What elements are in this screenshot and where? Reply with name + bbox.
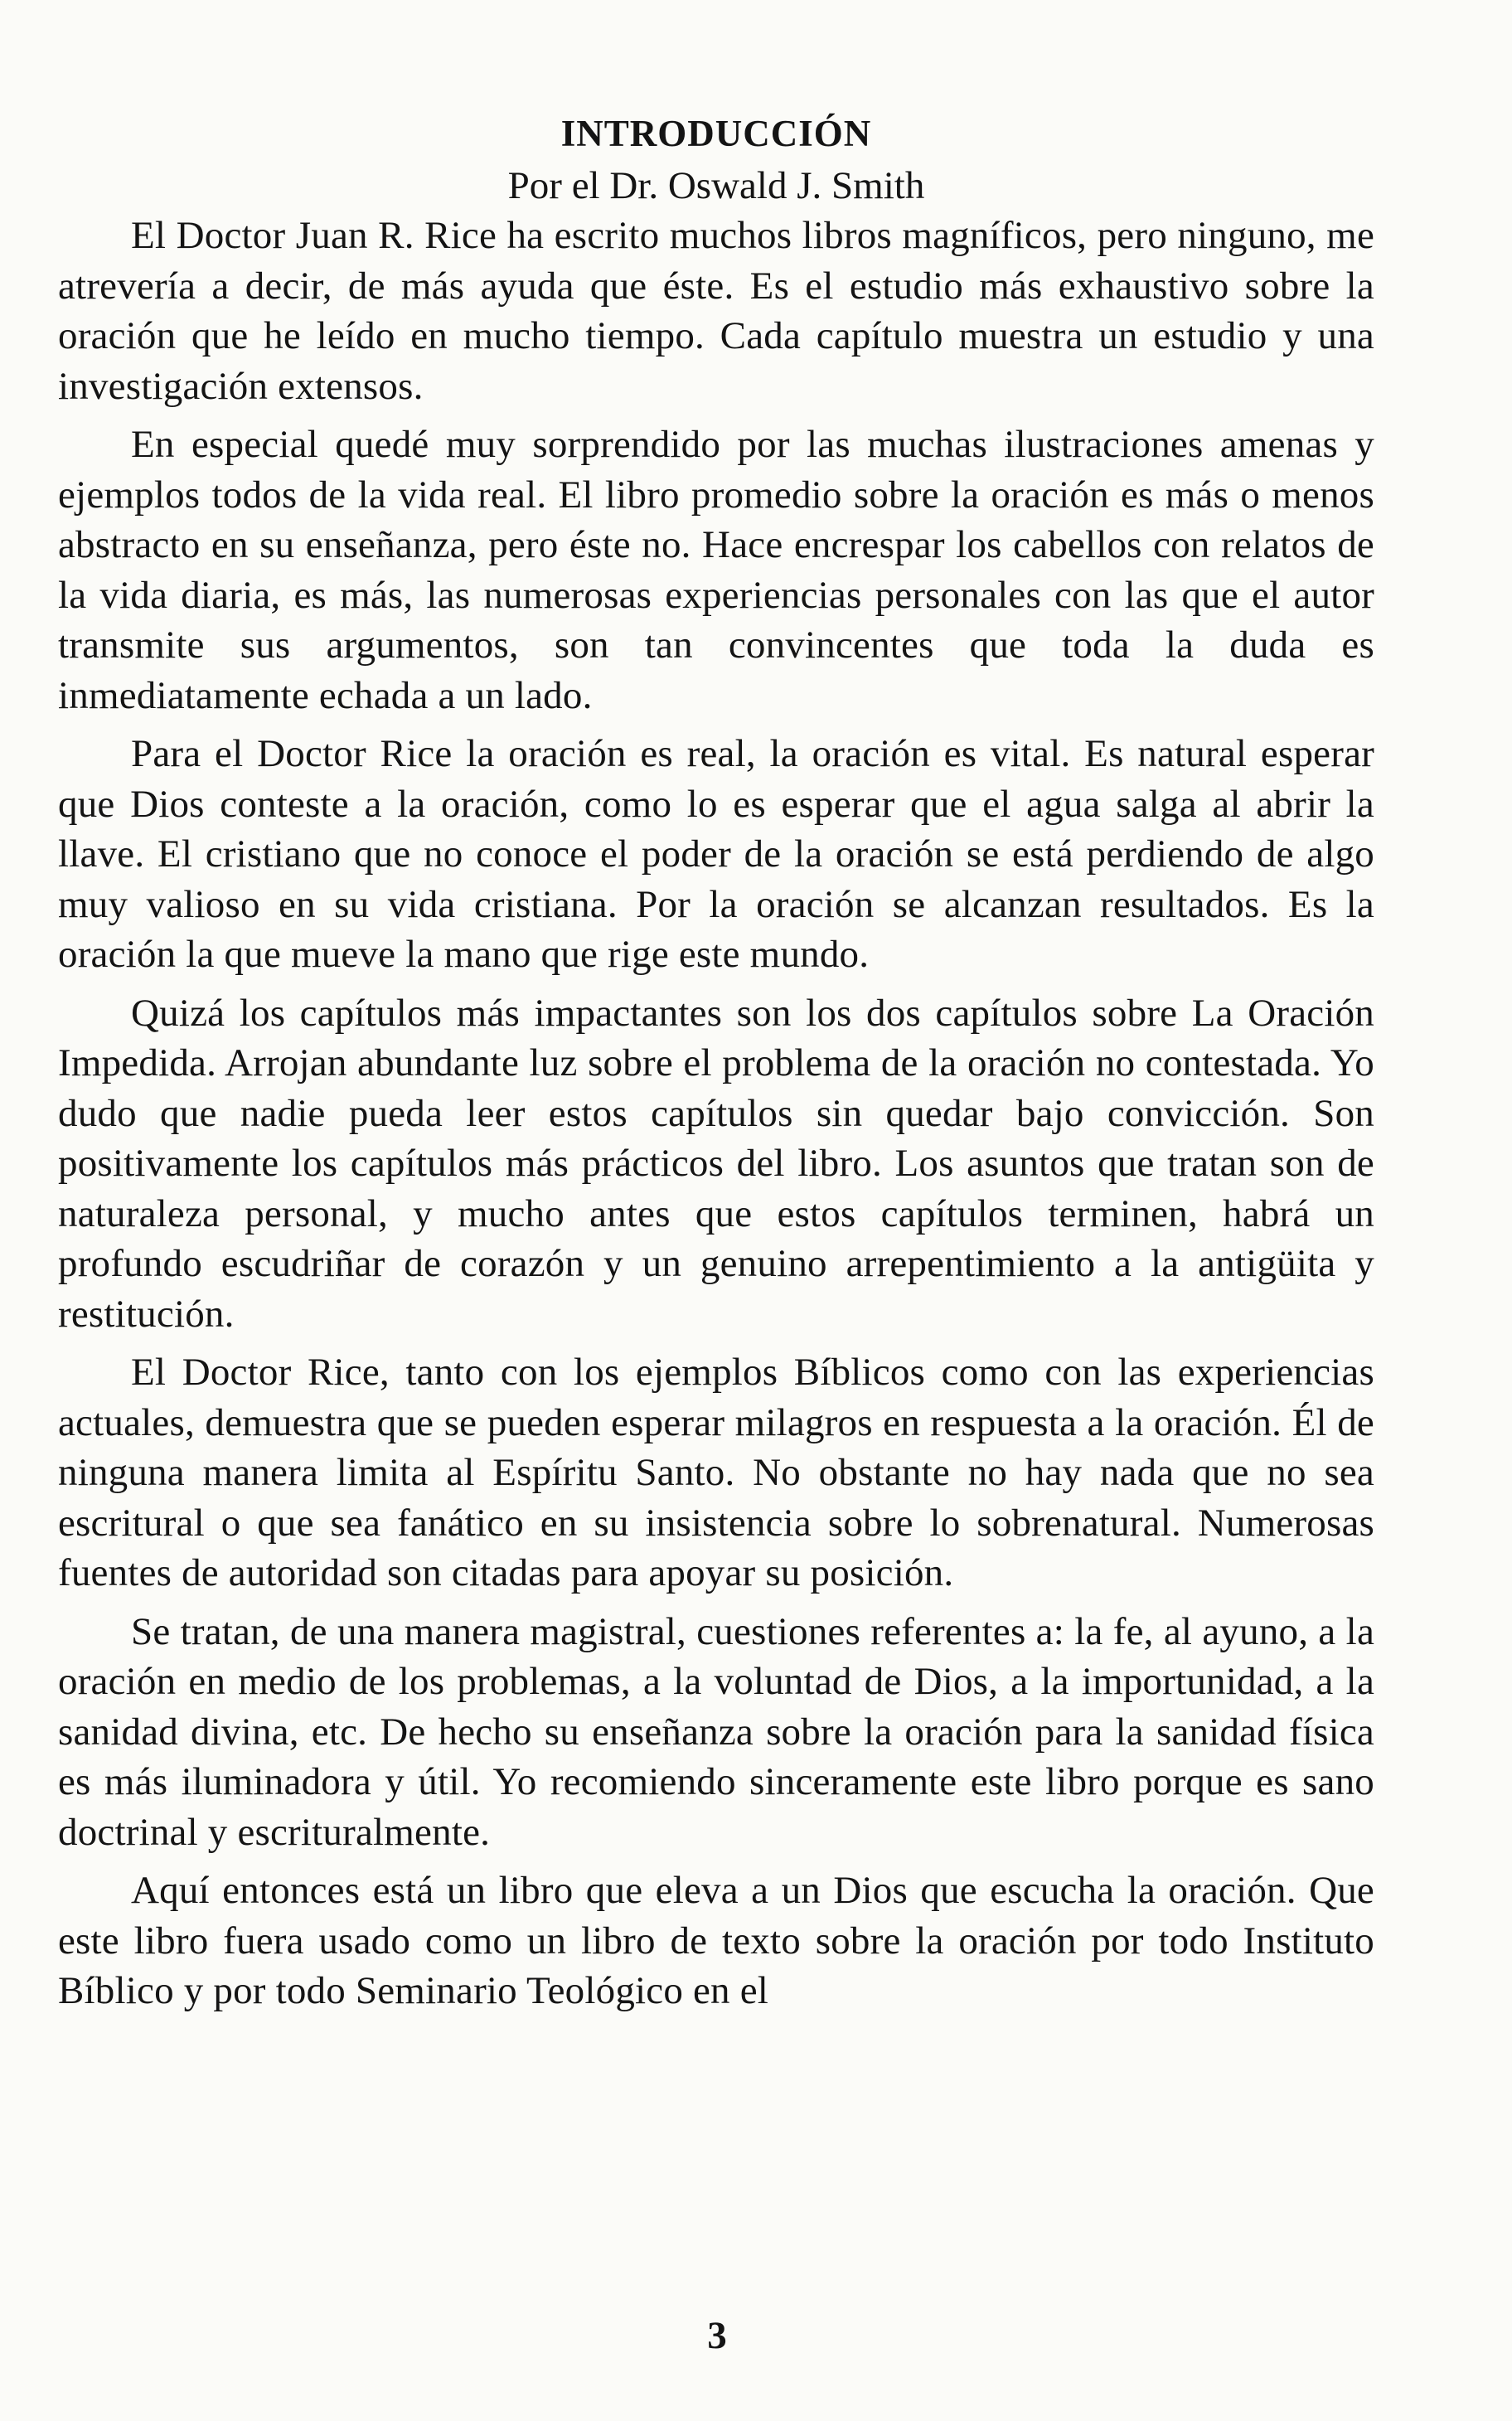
paragraph-6: Se tratan, de una manera magistral, cuestiones referentes a: la fe, al ayuno, a la oración en medio de los problemas, a la voluntad de Dios, a la importunidad, a la sanidad divina, etc. De hecho su enseñanza sobre la oración para la sanidad física es más iluminadora y útil. Yo recomiendo sinceramente este libro porque es sano doctrinal y escrituralmente. <box>58 1609 1374 1854</box>
paragraph-4: Quizá los capítulos más impactantes son los dos capítulos sobre La Oración Impedida. Arrojan abundante luz sobre el problema de la oración no contestada. Yo dudo que nadie pueda leer estos capítulos sin quedar bajo convicción. Son positivamente los capítulos más prácticos del libro. Los asuntos que tratan son de naturaleza personal, y mucho antes que estos capítulos terminen, habrá un profundo escudriñar de corazón y un genuino arrepentimiento a la antigüita y restitución. <box>58 991 1374 1336</box>
paragraph-1: El Doctor Juan R. Rice ha escrito muchos libros magníficos, pero ninguno, me atrevería a decir, de más ayuda que éste. Es el estudio más exhaustivo sobre la oración que he leído en mucho tiempo. Cada capítulo muestra un estudio y una investigación extensos. <box>58 214 1374 408</box>
page-content <box>58 106 1374 2025</box>
paragraph-2: En especial quedé muy sorprendido por las muchas ilustraciones amenas y ejemplos todos de la vida real. El libro promedio sobre la oración es más o menos abstracto en su enseñanza, pero éste no. Hace encrespar los cabellos con relatos de la vida diaria, es más, las numerosas experiencias personales con las que el autor transmite sus argumentos, son tan convincentes que toda la duda es inmediatamente echada a un lado. <box>58 423 1374 717</box>
author-byline: Por el Dr. Oswald J. Smith <box>507 164 925 207</box>
page-number: 3 <box>707 2314 727 2357</box>
paragraph-5: El Doctor Rice, tanto con los ejemplos Bíblicos como con las experiencias actuales, demuestra que se pueden esperar milagros en respuesta a la oración. Él de ninguna manera limita al Espíritu Santo. No obstante no hay nada que no sea escritural o que sea fanático en su insistencia sobre lo sobrenatural. Numerosas fuentes de autoridad son citadas para apoyar su posición. <box>58 1351 1374 1594</box>
paragraph-7: Aquí entonces está un libro que eleva a un Dios que escucha la oración. Que este libro fuera usado como un libro de texto sobre la oración por todo Instituto Bíblico y por todo Seminario Teológico en el <box>58 1869 1374 2012</box>
paragraph-3: Para el Doctor Rice la oración es real, la oración es vital. Es natural esperar que Dios conteste a la oración, como lo es esperar que el agua salga al abrir la llave. El cristiano que no conoce el poder de la oración se está perdiendo de algo muy valioso en su vida cristiana. Por la oración se alcanzan resultados. Es la oración la que mueve la mano que rige este mundo. <box>58 732 1374 976</box>
chapter-title: INTRODUCCIÓN <box>560 113 872 154</box>
